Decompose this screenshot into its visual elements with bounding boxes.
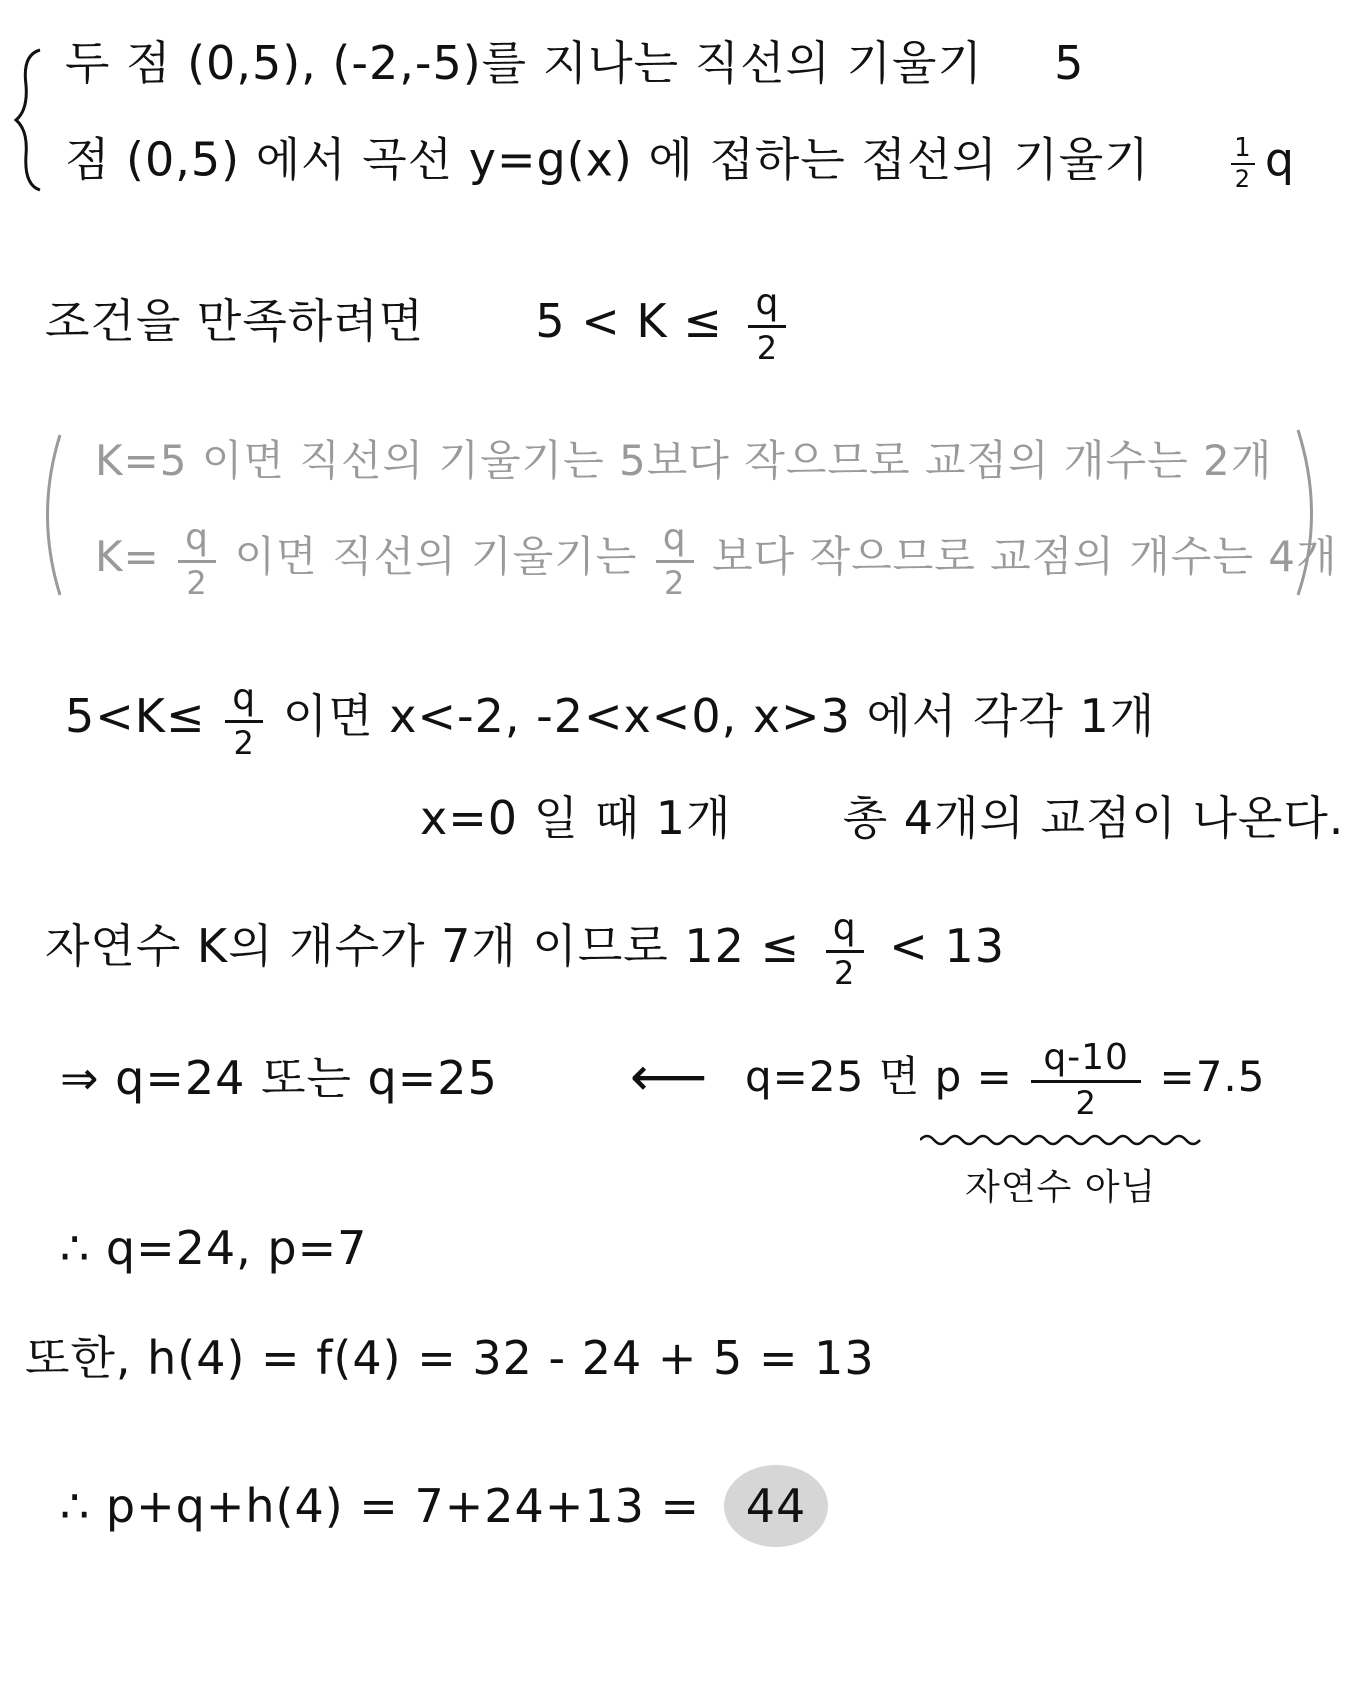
left-arrow-icon: ⟵ (630, 1045, 709, 1108)
line-8 (60, 1221, 368, 1275)
line-6-prefix: 자연수 K의 개수가 7개 이므로 12 ≤ (45, 919, 801, 973)
line-3-frac-bar (748, 325, 786, 328)
line-3 (45, 282, 796, 367)
line-9-text: 또한, h(4) = f(4) = 32 - 24 + 5 = 13 (25, 1331, 875, 1385)
line-6-frac-bar (826, 950, 864, 953)
line-7-arrow (630, 1045, 709, 1108)
line-4-prefix: 5<K≤ (65, 689, 206, 743)
line-7-fraction (1031, 1037, 1141, 1122)
line-7-note (965, 1167, 1157, 1208)
line-3-frac-num: q (755, 282, 780, 323)
wavy-underline-icon (920, 1130, 1205, 1150)
line-6-frac-den: 2 (833, 954, 856, 992)
line-5-text-2: 총 4개의 교점이 나온다. (842, 791, 1345, 845)
answer-highlight (724, 1465, 829, 1547)
paren-line-2-frac-bar (178, 560, 216, 563)
line-4-frac-den: 2 (233, 724, 255, 762)
paren-line-1-text: K=5 이면 직선의 기울기는 5보다 작으므로 교점의 개수는 2개 (95, 436, 1273, 485)
left-paren-icon (30, 430, 70, 600)
line-7-right-suffix: =7.5 (1159, 1052, 1266, 1101)
line-2-frac-den: 2 (1234, 165, 1252, 193)
line-4-frac-bar (225, 720, 263, 723)
paren-line-2-fraction-2 (656, 517, 694, 602)
line-6-frac-num: q (832, 907, 857, 948)
line-2-frac-num: 1 (1234, 133, 1252, 163)
paren-line-2-suffix: 보다 작으므로 교점의 개수는 4개 (712, 532, 1338, 581)
line-2 (65, 132, 1296, 193)
line-2-tail: q (1264, 132, 1296, 187)
line-4-rest: 이면 x<-2, -2<x<0, x>3 에서 각각 1개 (282, 689, 1156, 743)
line-7-note-text: 자연수 아님 (965, 1167, 1157, 1208)
line-3-fraction (748, 282, 786, 367)
line-10 (60, 1465, 828, 1547)
paren-line-2-frac2-den: 2 (663, 564, 686, 602)
line-6-suffix: < 13 (889, 919, 1005, 973)
line-4-fraction (225, 677, 263, 762)
line-7-frac-den: 2 (1075, 1084, 1097, 1122)
paren-line-2-frac-den: 2 (186, 564, 208, 602)
line-5-text: x=0 일 때 1개 (420, 791, 732, 845)
line-9 (25, 1331, 875, 1385)
paren-line-2 (95, 517, 1338, 602)
line-7-left (60, 1051, 498, 1105)
left-brace-icon (10, 45, 50, 195)
line-2-fraction (1231, 135, 1255, 191)
line-6 (45, 907, 1005, 992)
line-3-label: 조건을 만족하려면 (45, 294, 425, 348)
line-3-inequality: 5 < K ≤ (535, 294, 723, 348)
paren-line-2-prefix: K= (95, 532, 160, 581)
line-6-fraction (826, 907, 864, 992)
final-answer: 44 (745, 1479, 807, 1533)
paren-line-2-frac-num: q (185, 517, 210, 558)
line-7-frac-bar (1031, 1080, 1141, 1083)
line-8-text: ∴ q=24, p=7 (60, 1221, 368, 1275)
line-1 (65, 36, 1085, 90)
line-7-frac-num: q-10 (1043, 1037, 1129, 1078)
paren-line-2-fraction (178, 517, 216, 602)
paren-line-2-mid: 이면 직선의 기울기는 (234, 532, 638, 581)
line-3-frac-den: 2 (756, 329, 779, 367)
paren-line-2-frac2-num: q (662, 517, 687, 558)
line-1-text: 두 점 (0,5), (-2,-5)를 지나는 직선의 기울기 (65, 36, 983, 90)
line-7-right-prefix: q=25 면 p = (745, 1052, 1013, 1101)
line-2-text: 점 (0,5) 에서 곡선 y=g(x) 에 접하는 접선의 기울기 (65, 132, 1150, 187)
line-5 (420, 791, 1345, 845)
paren-line-1 (95, 436, 1273, 485)
paren-line-2-frac2-bar (656, 560, 694, 563)
line-10-text: ∴ p+q+h(4) = 7+24+13 = (60, 1479, 701, 1533)
line-7-right (745, 1037, 1266, 1122)
line-4-frac-num: q (232, 677, 257, 718)
line-4 (65, 677, 1156, 762)
line-7-left-text: ⇒ q=24 또는 q=25 (60, 1051, 498, 1105)
line-1-value: 5 (1054, 36, 1085, 90)
